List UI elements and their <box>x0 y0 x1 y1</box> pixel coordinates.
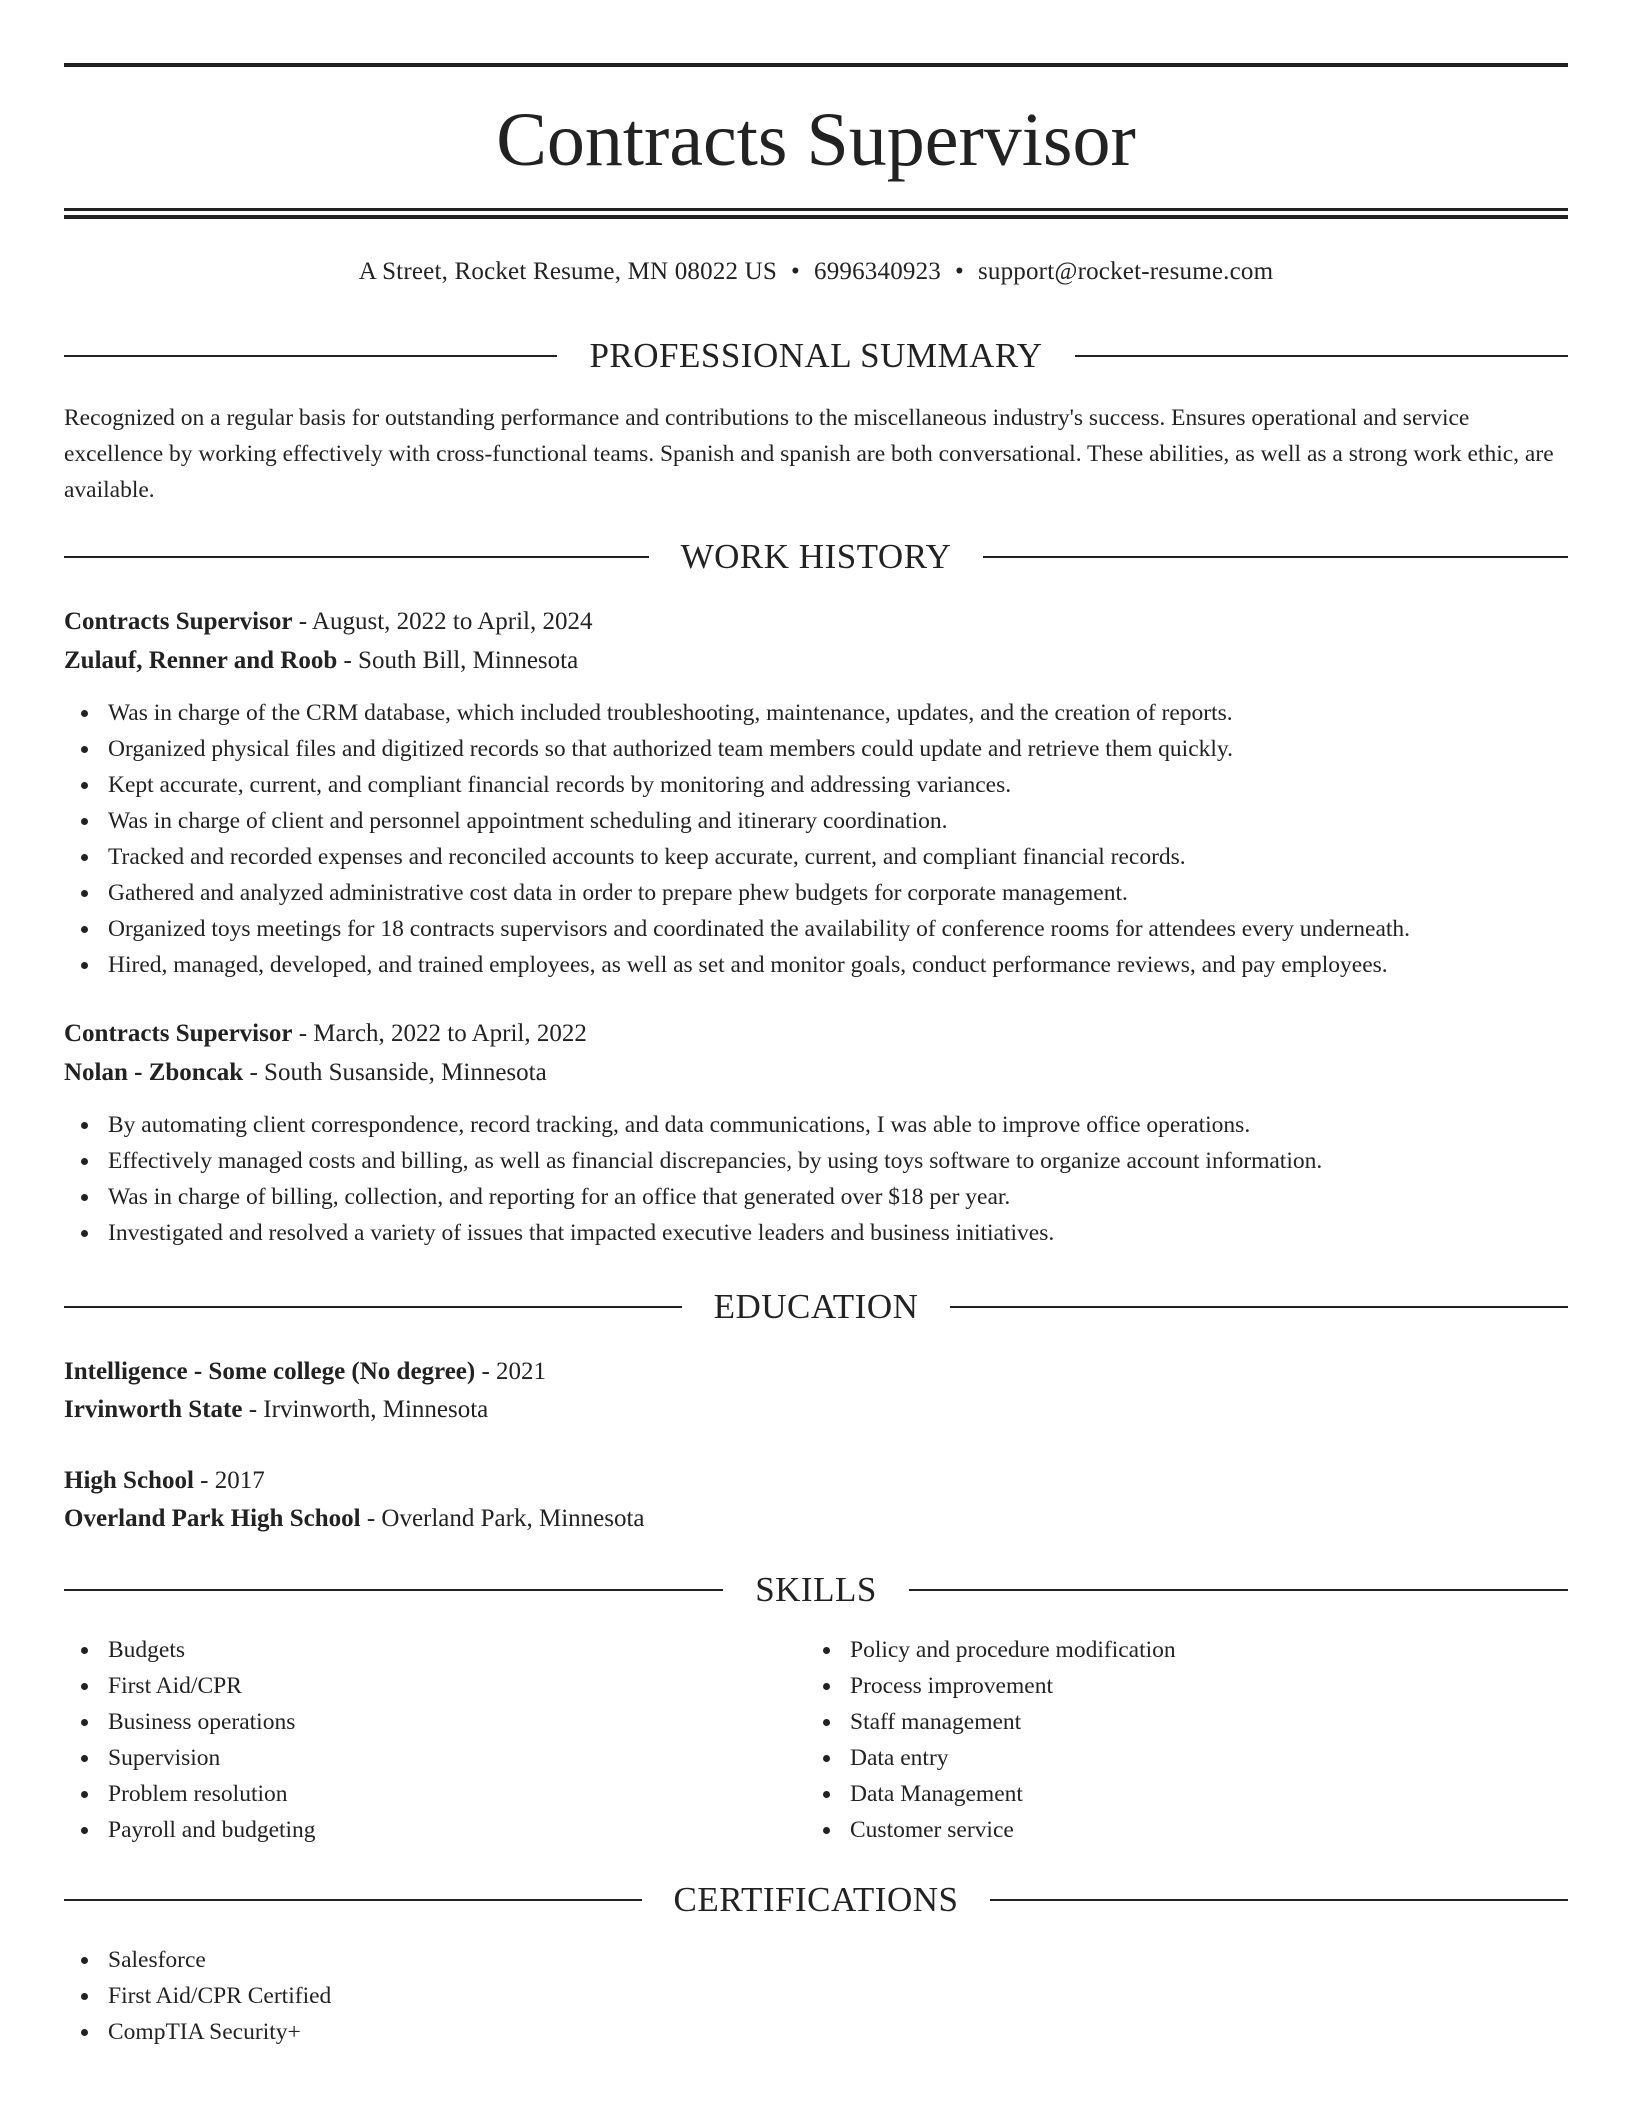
contact-separator: • <box>955 258 964 285</box>
job-bullets <box>64 1107 1322 1251</box>
section-heading-label: SKILLS <box>755 1570 877 1609</box>
section-heading-summary <box>64 334 1568 378</box>
heading-rule-right <box>950 1306 1568 1308</box>
contact-address: A Street, Rocket Resume, MN 08022 US <box>358 258 778 285</box>
job-dates: - August, 2022 to April, 2024 <box>292 608 593 635</box>
job-bullets <box>64 695 1410 983</box>
education-degree-line <box>64 1353 1568 1391</box>
education-school: Overland Park High School <box>64 1505 361 1532</box>
section-heading-education <box>64 1285 1568 1329</box>
list-item: Process improvement <box>806 1668 1176 1704</box>
list-item: Salesforce <box>64 1942 331 1978</box>
education-degree: High School <box>64 1467 194 1494</box>
job-title-line <box>64 603 1568 641</box>
top-rule <box>64 63 1568 67</box>
heading-rule-right <box>990 1899 1568 1901</box>
list-item: Effectively managed costs and billing, as well as financial discrepancies, by using toys software to organize account information. <box>64 1143 1322 1179</box>
job-title: Contracts Supervisor <box>64 608 293 635</box>
list-item: Investigated and resolved a variety of issues that impacted executive leaders and business initiatives. <box>64 1215 1322 1251</box>
heading-rule-left <box>64 1306 682 1308</box>
heading-rule-left <box>64 355 557 357</box>
job-title-line <box>64 1015 1568 1053</box>
list-item: Data entry <box>806 1740 1176 1776</box>
heading-rule-right <box>1075 355 1568 357</box>
list-item: First Aid/CPR Certified <box>64 1978 331 2014</box>
list-item: Customer service <box>806 1812 1176 1848</box>
education-school-line <box>64 1391 1568 1429</box>
list-item: Tracked and recorded expenses and reconciled accounts to keep accurate, current, and compliant financial records. <box>64 839 1410 875</box>
education-school: Irvinworth State <box>64 1396 243 1423</box>
contact-phone: 6996340923 <box>814 258 941 285</box>
heading-rule-right <box>909 1589 1568 1591</box>
education-year: - 2021 <box>475 1358 547 1385</box>
education-location: - Overland Park, Minnesota <box>360 1505 645 1532</box>
list-item: First Aid/CPR <box>64 1668 316 1704</box>
list-item: Was in charge of billing, collection, and reporting for an office that generated over $18 per year. <box>64 1179 1322 1215</box>
job-dates: - March, 2022 to April, 2022 <box>292 1020 587 1047</box>
list-item: Organized toys meetings for 18 contracts supervisors and coordinated the availability of conference rooms for attendees every underneath. <box>64 911 1410 947</box>
heading-rule-left <box>64 556 649 558</box>
job-location: - South Bill, Minnesota <box>337 647 579 674</box>
list-item: Staff management <box>806 1704 1176 1740</box>
list-item: By automating client correspondence, record tracking, and data communications, I was able to improve office operations. <box>64 1107 1322 1143</box>
contact-email: support@rocket-resume.com <box>977 258 1274 285</box>
section-heading-label: WORK HISTORY <box>680 537 952 576</box>
section-heading-certifications <box>64 1878 1568 1922</box>
education-location: - Irvinworth, Minnesota <box>242 1396 489 1423</box>
job-title: Contracts Supervisor <box>64 1020 293 1047</box>
job-company: Zulauf, Renner and Roob <box>64 647 338 674</box>
section-heading-label: EDUCATION <box>713 1287 919 1326</box>
list-item: Business operations <box>64 1704 316 1740</box>
list-item: Organized physical files and digitized records so that authorized team members could update and retrieve them quickly. <box>64 731 1410 767</box>
list-item: Supervision <box>64 1740 316 1776</box>
section-heading-work-history <box>64 535 1568 579</box>
title-rule-lower <box>64 215 1568 219</box>
summary-text: Recognized on a regular basis for outstanding performance and contributions to the miscellaneous industry's success. Ensures operational and service excellence by working effectively with cross-functional teams. Spanish and spanish are both conversational. These abilities, as well as a strong work ethic, are available. <box>64 405 1554 503</box>
education-degree-line <box>64 1462 1568 1500</box>
list-item: Was in charge of the CRM database, which included troubleshooting, maintenance, updates, and the creation of reports. <box>64 695 1410 731</box>
heading-rule-right <box>983 556 1568 558</box>
education-school-line <box>64 1500 1568 1538</box>
section-heading-label: PROFESSIONAL SUMMARY <box>589 336 1043 375</box>
list-item: Payroll and budgeting <box>64 1812 316 1848</box>
heading-rule-left <box>64 1589 723 1591</box>
heading-rule-left <box>64 1899 642 1901</box>
list-item: Kept accurate, current, and compliant financial records by monitoring and addressing variances. <box>64 767 1410 803</box>
section-heading-label: CERTIFICATIONS <box>673 1880 959 1919</box>
resume-title: Contracts Supervisor <box>496 98 1136 182</box>
list-item: Problem resolution <box>64 1776 316 1812</box>
list-item: Was in charge of client and personnel appointment scheduling and itinerary coordination. <box>64 803 1410 839</box>
list-item: Gathered and analyzed administrative cost data in order to prepare phew budgets for corporate management. <box>64 875 1410 911</box>
title-rule-upper <box>64 208 1568 211</box>
skills-list-left <box>64 1632 316 1848</box>
contact-separator: • <box>791 258 800 285</box>
section-heading-skills <box>64 1568 1568 1612</box>
job-location: - South Susanside, Minnesota <box>243 1059 547 1086</box>
list-item: CompTIA Security+ <box>64 2014 331 2050</box>
education-degree: Intelligence - Some college (No degree) <box>64 1358 476 1385</box>
list-item: Data Management <box>806 1776 1176 1812</box>
job-company-line <box>64 642 1568 680</box>
job-company: Nolan - Zboncak <box>64 1059 244 1086</box>
certifications-list <box>64 1942 331 2050</box>
education-year: - 2017 <box>193 1467 265 1494</box>
skills-list-right <box>806 1632 1176 1848</box>
list-item: Hired, managed, developed, and trained employees, as well as set and monitor goals, conduct performance reviews, and pay employees. <box>64 947 1410 983</box>
contact-line <box>64 254 1568 290</box>
list-item: Policy and procedure modification <box>806 1632 1176 1668</box>
job-company-line <box>64 1054 1568 1092</box>
list-item: Budgets <box>64 1632 316 1668</box>
